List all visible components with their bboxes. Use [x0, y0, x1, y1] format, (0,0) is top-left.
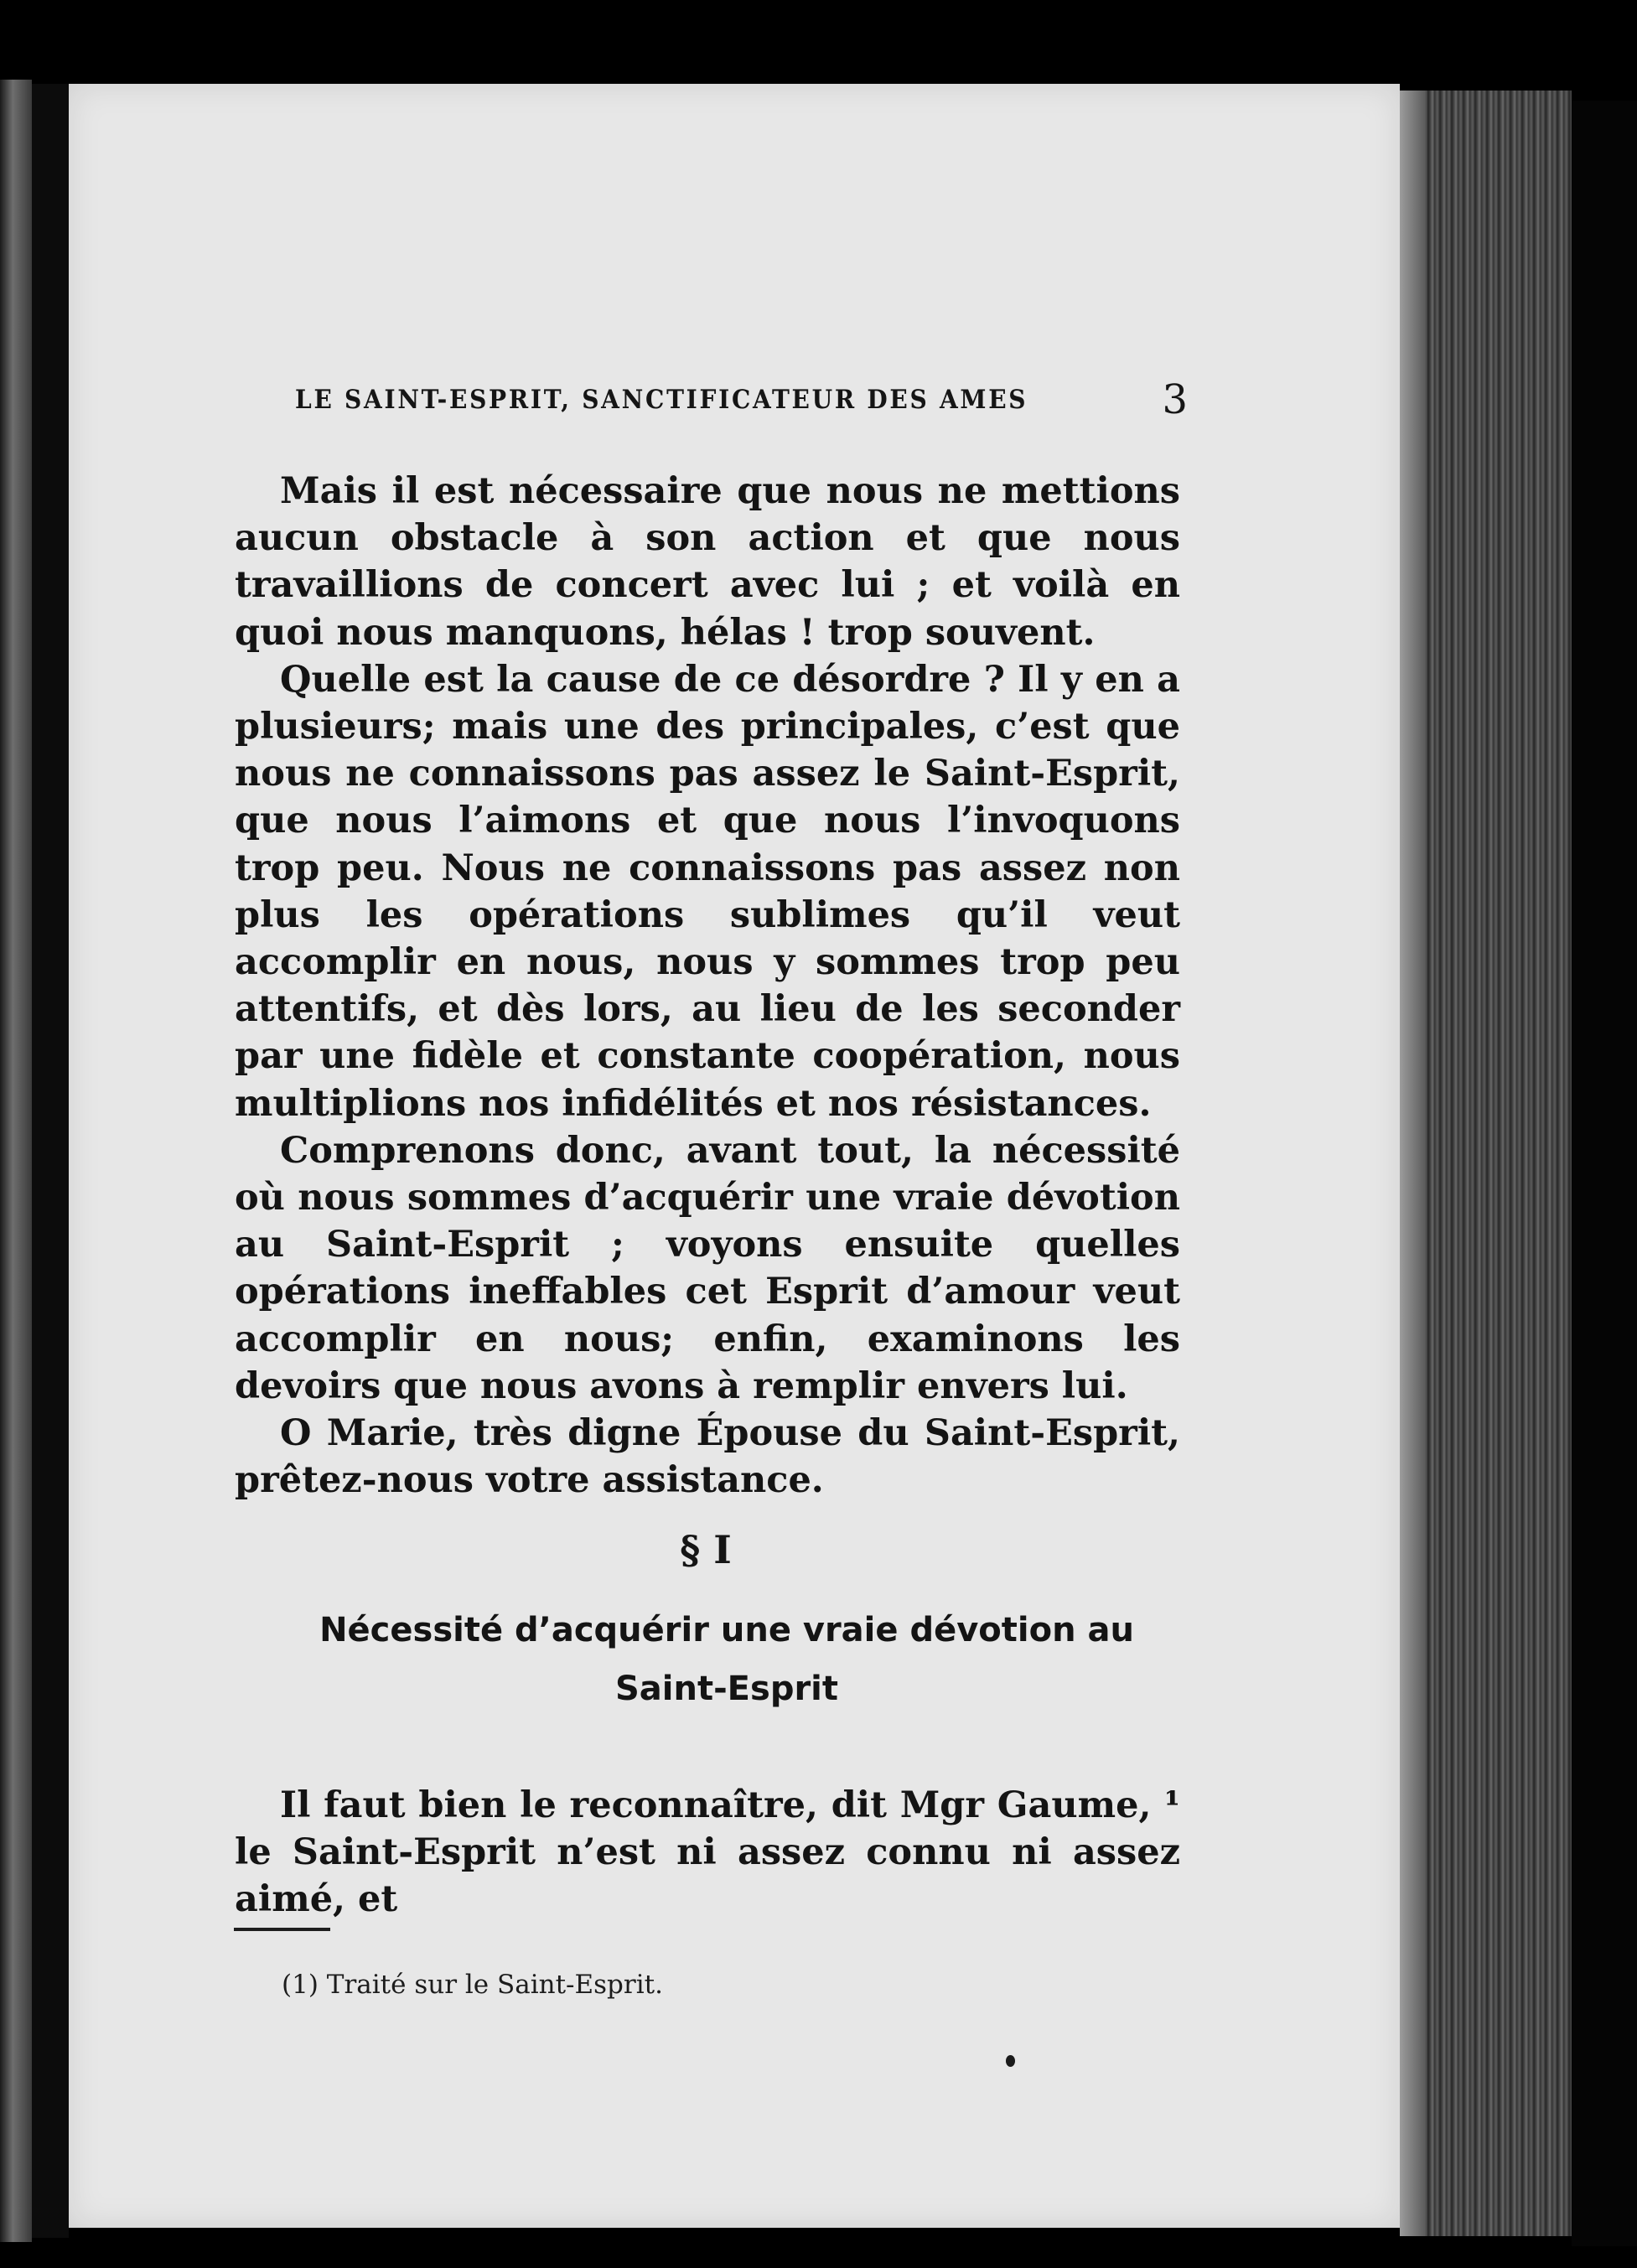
book-page	[69, 84, 1400, 2228]
section-title	[194, 1601, 1259, 1718]
footnote-rule	[234, 1928, 330, 1931]
page-stack-edge-highlight	[1400, 91, 1425, 2236]
section-mark: § I	[680, 1527, 732, 1572]
page-stack-edge	[1400, 91, 1572, 2236]
body-text	[235, 468, 1180, 1504]
section-title-line-2: Saint-Esprit	[614, 1670, 839, 1708]
footnote: (1) Traité sur le Saint-Esprit.	[282, 1970, 663, 2000]
book-spine-shadow	[1572, 101, 1637, 2246]
paragraph-3: Comprenons donc, avant tout, la nécessité où nous sommes d’acquérir une vraie dévotion au Saint-Esprit ; voyons ensuite quelles opérations ineffables cet Esprit d’amour veut accomplir en nous; enfin, examinons les devoirs que nous avons à remplir envers lui.	[235, 1129, 1180, 1407]
body-text-after-section	[235, 1782, 1180, 1923]
left-frame-edge	[32, 84, 69, 2238]
left-frame-shadow	[0, 80, 32, 2242]
section-title-line-1: Nécessité d’acquérir une vraie dévotion au	[319, 1611, 1134, 1649]
paragraph-4: O Marie, très digne Épouse du Saint-Esprit, prêtez-nous votre assistance.	[235, 1412, 1180, 1502]
ink-dot	[1006, 2055, 1015, 2067]
page-number: 3	[1162, 376, 1188, 423]
page-header	[295, 376, 1188, 432]
paragraph-2: Quelle est la cause de ce désordre ? Il y en a plusieurs; mais une des principales, c’est que nous ne connaissons pas assez le Saint-Esprit, que nous l’aimons et que nous l’invoquons trop peu. Nous ne connaissons pas assez non plus les opérations sublimes qu’il veut accomplir en nous, nous y sommes trop peu attentifs, et dès lors, au lieu de les seconder par une fidèle et constante coopération, nous multiplions nos infidélités et nos résistances.	[235, 658, 1180, 1125]
paragraph-1: Mais il est nécessaire que nous ne mettions aucun obstacle à son action et que nous travaillions de concert avec lui ; et voilà en quoi nous manquons, hélas ! trop souvent.	[235, 470, 1180, 654]
paragraph-5: Il faut bien le reconnaître, dit Mgr Gaume, ¹ le Saint-Esprit n’est ni assez connu ni assez aimé, et	[235, 1784, 1180, 1920]
running-head: LE SAINT-ESPRIT, SANCTIFICATEUR DES AMES	[295, 385, 1028, 415]
